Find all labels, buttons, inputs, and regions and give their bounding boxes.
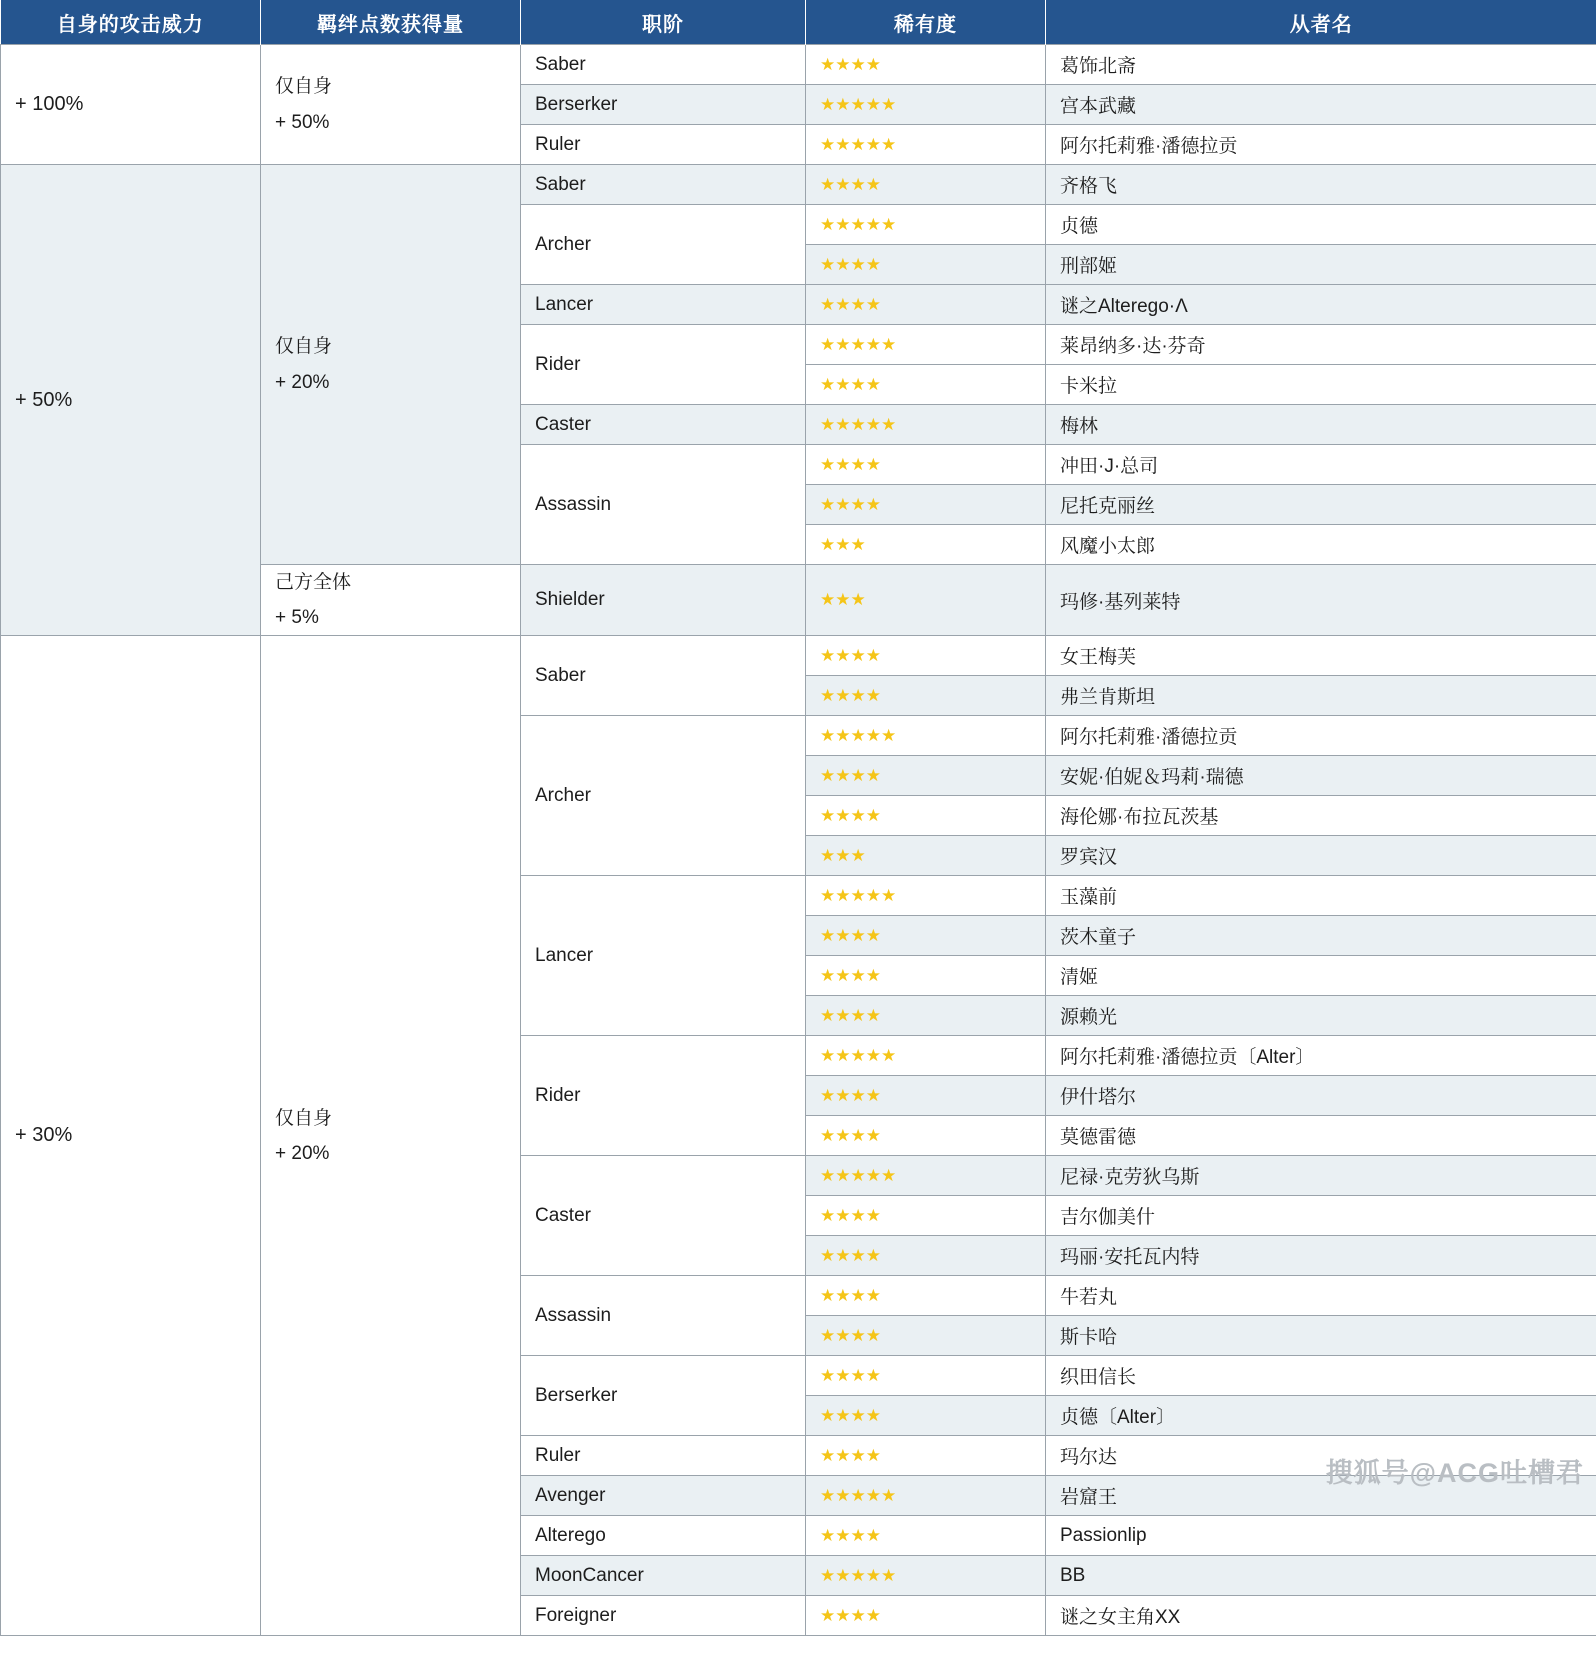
rarity-stars: ★★★★	[820, 1285, 881, 1305]
rarity-cell	[806, 916, 1046, 956]
servant-name-cell: 阿尔托莉雅·潘德拉贡〔Alter〕	[1046, 1036, 1596, 1076]
rarity-stars: ★★★★	[820, 174, 881, 194]
rarity-stars: ★★★★	[820, 685, 881, 705]
attack-power-cell: + 30%	[1, 636, 261, 1636]
rarity-stars: ★★★★	[820, 1005, 881, 1025]
rarity-cell	[806, 1556, 1046, 1596]
rarity-cell	[806, 325, 1046, 365]
rarity-stars: ★★★★★	[820, 885, 897, 905]
column-header-servant-name: 从者名	[1046, 0, 1596, 45]
servant-name-cell: 斯卡哈	[1046, 1316, 1596, 1356]
rarity-cell	[806, 876, 1046, 916]
class-cell: Rider	[521, 325, 806, 405]
rarity-stars: ★★★	[820, 590, 866, 610]
rarity-cell	[806, 996, 1046, 1036]
rarity-stars: ★★★	[820, 534, 866, 554]
class-cell: Foreigner	[521, 1596, 806, 1636]
servant-name-cell: 清姬	[1046, 956, 1596, 996]
rarity-stars: ★★★★★	[820, 1045, 897, 1065]
class-cell: Assassin	[521, 445, 806, 565]
rarity-cell	[806, 525, 1046, 565]
rarity-cell	[806, 756, 1046, 796]
servant-name-cell: 伊什塔尔	[1046, 1076, 1596, 1116]
class-cell: Ruler	[521, 125, 806, 165]
servant-name-cell: 尼托克丽丝	[1046, 485, 1596, 525]
rarity-cell	[806, 1356, 1046, 1396]
servant-name-cell: 葛饰北斋	[1046, 45, 1596, 85]
servant-name-cell: 莱昂纳多·达·芬奇	[1046, 325, 1596, 365]
bond-amount-label: + 20%	[275, 1142, 330, 1164]
rarity-cell	[806, 85, 1046, 125]
rarity-stars: ★★★★	[820, 1245, 881, 1265]
rarity-cell	[806, 565, 1046, 636]
servant-name-cell: 阿尔托莉雅·潘德拉贡	[1046, 716, 1596, 756]
servant-name-cell: 吉尔伽美什	[1046, 1196, 1596, 1236]
rarity-cell	[806, 956, 1046, 996]
rarity-cell	[806, 636, 1046, 676]
rarity-cell	[806, 1316, 1046, 1356]
column-header-bond-points: 羁绊点数获得量	[261, 0, 521, 45]
rarity-cell	[806, 1596, 1046, 1636]
rarity-cell	[806, 1396, 1046, 1436]
bond-target-label: 己方全体	[275, 572, 352, 593]
class-cell: Archer	[521, 716, 806, 876]
rarity-stars: ★★★★★	[820, 1565, 897, 1585]
servant-name-cell: 贞德〔Alter〕	[1046, 1396, 1596, 1436]
class-cell: Ruler	[521, 1436, 806, 1476]
rarity-stars: ★★★★	[820, 965, 881, 985]
class-cell: Alterego	[521, 1516, 806, 1556]
servant-name-cell: 牛若丸	[1046, 1276, 1596, 1316]
table-row	[1, 165, 1596, 205]
class-cell: Lancer	[521, 285, 806, 325]
class-cell: Caster	[521, 405, 806, 445]
class-cell: Saber	[521, 45, 806, 85]
servant-name-cell: 谜之Alterego·Λ	[1046, 285, 1596, 325]
rarity-stars: ★★★★	[820, 294, 881, 314]
rarity-stars: ★★★★★	[820, 1485, 897, 1505]
rarity-cell	[806, 165, 1046, 205]
rarity-stars: ★★★★	[820, 494, 881, 514]
table-row	[1, 636, 1596, 676]
rarity-stars: ★★★★	[820, 765, 881, 785]
class-cell: Lancer	[521, 876, 806, 1036]
servant-name-cell: Passionlip	[1046, 1516, 1596, 1556]
bond-points-cell	[261, 165, 521, 565]
rarity-cell	[806, 1276, 1046, 1316]
rarity-stars: ★★★★★	[820, 94, 897, 114]
rarity-cell	[806, 485, 1046, 525]
rarity-cell	[806, 45, 1046, 85]
servant-name-cell: 莫德雷德	[1046, 1116, 1596, 1156]
rarity-stars: ★★★★★	[820, 414, 897, 434]
attack-power-cell: + 100%	[1, 45, 261, 165]
watermark: 搜狐号@ACG吐槽君	[1325, 1458, 1584, 1489]
rarity-stars: ★★★★	[820, 54, 881, 74]
rarity-cell	[806, 1476, 1046, 1516]
rarity-cell	[806, 245, 1046, 285]
rarity-stars: ★★★★	[820, 454, 881, 474]
rarity-stars: ★★★★	[820, 1405, 881, 1425]
bond-target-label: 仅自身	[275, 336, 333, 358]
servant-name-cell: 谜之女主角XX	[1046, 1596, 1596, 1636]
rarity-cell	[806, 1436, 1046, 1476]
rarity-stars: ★★★★	[820, 1365, 881, 1385]
header-row	[1, 0, 1596, 45]
servant-name-cell: 贞德	[1046, 205, 1596, 245]
rarity-stars: ★★★★	[820, 645, 881, 665]
rarity-cell	[806, 205, 1046, 245]
servant-name-cell: 玛尔达	[1046, 1436, 1596, 1476]
servant-name-cell: 安妮·伯妮＆玛莉·瑞德	[1046, 756, 1596, 796]
attack-power-cell: + 50%	[1, 165, 261, 636]
rarity-stars: ★★★★	[820, 1205, 881, 1225]
class-cell: Berserker	[521, 85, 806, 125]
class-cell: Rider	[521, 1036, 806, 1156]
rarity-stars: ★★★★★	[820, 1165, 897, 1185]
column-header-attack-power: 自身的攻击威力	[1, 0, 261, 45]
rarity-cell	[806, 365, 1046, 405]
rarity-cell	[806, 445, 1046, 485]
servant-name-cell: 岩窟王	[1046, 1476, 1596, 1516]
servant-name-cell: 尼禄·克劳狄乌斯	[1046, 1156, 1596, 1196]
servant-name-cell: 冲田·J·总司	[1046, 445, 1596, 485]
rarity-stars: ★★★★★	[820, 725, 897, 745]
rarity-stars: ★★★★	[820, 1525, 881, 1545]
rarity-stars: ★★★★	[820, 254, 881, 274]
rarity-cell	[806, 405, 1046, 445]
bond-amount-label: + 50%	[275, 111, 330, 133]
rarity-stars: ★★★	[820, 845, 866, 865]
servant-name-cell: BB	[1046, 1556, 1596, 1596]
servant-name-cell: 海伦娜·布拉瓦茨基	[1046, 796, 1596, 836]
rarity-cell	[806, 1076, 1046, 1116]
table-row	[1, 45, 1596, 85]
servant-name-cell: 阿尔托莉雅·潘德拉贡	[1046, 125, 1596, 165]
servant-name-cell: 弗兰肯斯坦	[1046, 676, 1596, 716]
bond-amount-label: + 5%	[275, 607, 319, 629]
servant-name-cell: 源赖光	[1046, 996, 1596, 1036]
rarity-stars: ★★★★	[820, 805, 881, 825]
rarity-stars: ★★★★★	[820, 134, 897, 154]
bond-amount-label: + 20%	[275, 371, 330, 393]
bond-points-cell	[261, 565, 521, 636]
servant-name-cell: 刑部姬	[1046, 245, 1596, 285]
bond-points-cell	[261, 636, 521, 1636]
table-header	[1, 0, 1596, 45]
class-cell: Berserker	[521, 1356, 806, 1436]
class-cell: Shielder	[521, 565, 806, 636]
class-cell: Archer	[521, 205, 806, 285]
class-cell: MoonCancer	[521, 1556, 806, 1596]
bond-points-cell	[261, 45, 521, 165]
class-cell: Assassin	[521, 1276, 806, 1356]
servant-name-cell: 玉藻前	[1046, 876, 1596, 916]
bond-target-label: 仅自身	[275, 1107, 333, 1129]
rarity-stars: ★★★★★	[820, 214, 897, 234]
rarity-cell	[806, 836, 1046, 876]
servant-name-cell: 齐格飞	[1046, 165, 1596, 205]
column-header-rarity: 稀有度	[806, 0, 1046, 45]
class-cell: Avenger	[521, 1476, 806, 1516]
servant-name-cell: 玛丽·安托瓦内特	[1046, 1236, 1596, 1276]
rarity-stars: ★★★★	[820, 1605, 881, 1625]
rarity-stars: ★★★★	[820, 1325, 881, 1345]
rarity-cell	[806, 1116, 1046, 1156]
rarity-cell	[806, 1236, 1046, 1276]
rarity-cell	[806, 1516, 1046, 1556]
rarity-cell	[806, 1156, 1046, 1196]
class-cell: Caster	[521, 1156, 806, 1276]
servant-name-cell: 女王梅芙	[1046, 636, 1596, 676]
table-body	[1, 45, 1596, 1636]
rarity-stars: ★★★★	[820, 1085, 881, 1105]
rarity-cell	[806, 796, 1046, 836]
rarity-cell	[806, 716, 1046, 756]
servant-name-cell: 风魔小太郎	[1046, 525, 1596, 565]
servant-name-cell: 梅林	[1046, 405, 1596, 445]
bond-target-label: 仅自身	[275, 76, 333, 98]
rarity-stars: ★★★★	[820, 925, 881, 945]
rarity-cell	[806, 676, 1046, 716]
rarity-stars: ★★★★	[820, 374, 881, 394]
column-header-class: 职阶	[521, 0, 806, 45]
class-cell: Saber	[521, 636, 806, 716]
servant-name-cell: 玛修·基列莱特	[1046, 565, 1596, 636]
servant-name-cell: 茨木童子	[1046, 916, 1596, 956]
rarity-cell	[806, 125, 1046, 165]
rarity-stars: ★★★★	[820, 1125, 881, 1145]
servant-name-cell: 织田信长	[1046, 1356, 1596, 1396]
rarity-cell	[806, 1036, 1046, 1076]
class-cell: Saber	[521, 165, 806, 205]
servant-name-cell: 宫本武藏	[1046, 85, 1596, 125]
rarity-stars: ★★★★	[820, 1445, 881, 1465]
rarity-stars: ★★★★★	[820, 334, 897, 354]
rarity-cell	[806, 1196, 1046, 1236]
rarity-cell	[806, 285, 1046, 325]
servant-name-cell: 罗宾汉	[1046, 836, 1596, 876]
servant-name-cell: 卡米拉	[1046, 365, 1596, 405]
